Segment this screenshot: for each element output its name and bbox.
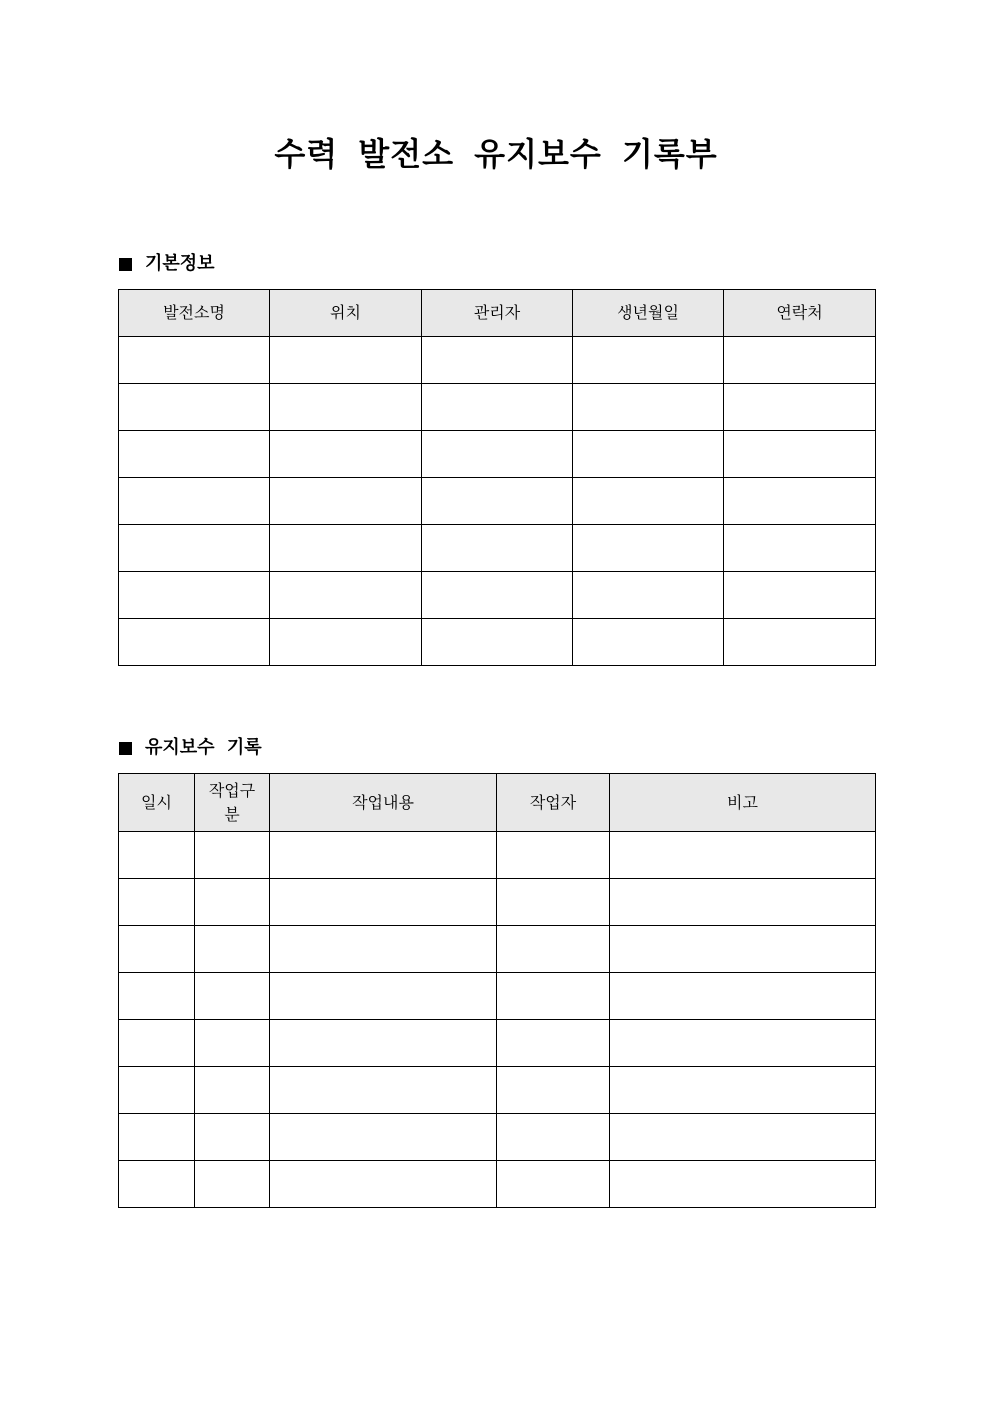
- table-cell[interactable]: [270, 973, 497, 1020]
- column-header-work-type: 작업구분: [195, 774, 270, 832]
- table-cell[interactable]: [270, 384, 422, 431]
- column-header-location: 위치: [270, 290, 422, 337]
- black-square-icon: [119, 258, 132, 271]
- column-header-datetime: 일시: [119, 774, 195, 832]
- table-cell[interactable]: [573, 384, 724, 431]
- table-cell[interactable]: [195, 879, 270, 926]
- table-cell[interactable]: [610, 1114, 876, 1161]
- table-cell[interactable]: [119, 1020, 195, 1067]
- table-cell[interactable]: [119, 1067, 195, 1114]
- table-cell[interactable]: [610, 879, 876, 926]
- table-cell[interactable]: [724, 478, 876, 525]
- table-cell[interactable]: [270, 572, 422, 619]
- table-cell[interactable]: [497, 1067, 610, 1114]
- column-header-contact: 연락처: [724, 290, 876, 337]
- table-cell[interactable]: [119, 572, 270, 619]
- table-header-row: [119, 774, 876, 832]
- table-row: [119, 973, 876, 1020]
- maintenance-record-table: [118, 773, 876, 1208]
- table-cell[interactable]: [610, 1067, 876, 1114]
- table-cell[interactable]: [610, 926, 876, 973]
- table-cell[interactable]: [270, 1020, 497, 1067]
- table-cell[interactable]: [573, 619, 724, 666]
- table-row: [119, 926, 876, 973]
- table-cell[interactable]: [497, 832, 610, 879]
- table-cell[interactable]: [270, 431, 422, 478]
- black-square-icon: [119, 742, 132, 755]
- table-cell[interactable]: [610, 1020, 876, 1067]
- table-row: [119, 619, 876, 666]
- table-cell[interactable]: [422, 337, 573, 384]
- column-header-manager: 관리자: [422, 290, 573, 337]
- table-row: [119, 1114, 876, 1161]
- table-cell[interactable]: [610, 1161, 876, 1208]
- column-header-worker: 작업자: [497, 774, 610, 832]
- table-cell[interactable]: [270, 926, 497, 973]
- basic-info-table: [118, 289, 876, 666]
- table-cell[interactable]: [195, 1114, 270, 1161]
- section-heading-maintenance: [119, 736, 262, 760]
- table-cell[interactable]: [119, 832, 195, 879]
- table-cell[interactable]: [119, 879, 195, 926]
- table-cell[interactable]: [724, 572, 876, 619]
- table-cell[interactable]: [610, 832, 876, 879]
- table-row: [119, 337, 876, 384]
- table-cell[interactable]: [119, 431, 270, 478]
- table-cell[interactable]: [195, 832, 270, 879]
- table-row: [119, 572, 876, 619]
- table-cell[interactable]: [573, 431, 724, 478]
- table-cell[interactable]: [422, 384, 573, 431]
- table-cell[interactable]: [119, 525, 270, 572]
- table-cell[interactable]: [573, 525, 724, 572]
- table-row: [119, 478, 876, 525]
- table-row: [119, 879, 876, 926]
- table-cell[interactable]: [724, 337, 876, 384]
- table-cell[interactable]: [724, 525, 876, 572]
- table-row: [119, 525, 876, 572]
- table-row: [119, 384, 876, 431]
- table-cell[interactable]: [422, 572, 573, 619]
- table-cell[interactable]: [422, 431, 573, 478]
- table-cell[interactable]: [119, 384, 270, 431]
- table-cell[interactable]: [497, 926, 610, 973]
- table-cell[interactable]: [195, 1161, 270, 1208]
- table-cell[interactable]: [573, 478, 724, 525]
- table-cell[interactable]: [119, 1114, 195, 1161]
- table-row: [119, 832, 876, 879]
- table-cell[interactable]: [270, 619, 422, 666]
- table-cell[interactable]: [119, 619, 270, 666]
- table-cell[interactable]: [195, 973, 270, 1020]
- table-row: [119, 1161, 876, 1208]
- table-cell[interactable]: [497, 1020, 610, 1067]
- table-cell[interactable]: [270, 337, 422, 384]
- table-cell[interactable]: [610, 973, 876, 1020]
- column-header-work-content: 작업내용: [270, 774, 497, 832]
- table-cell[interactable]: [270, 832, 497, 879]
- section-heading-label: 유지보수 기록: [145, 737, 262, 758]
- table-cell[interactable]: [422, 525, 573, 572]
- table-row: [119, 431, 876, 478]
- table-row: [119, 1020, 876, 1067]
- column-header-birthdate: 생년월일: [573, 290, 724, 337]
- table-cell[interactable]: [119, 926, 195, 973]
- table-cell[interactable]: [195, 926, 270, 973]
- column-header-remarks: 비고: [610, 774, 876, 832]
- table-cell[interactable]: [422, 478, 573, 525]
- table-cell[interactable]: [119, 1161, 195, 1208]
- page-title: 수력 발전소 유지보수 기록부: [274, 135, 718, 173]
- section-heading-label: 기본정보: [145, 253, 215, 274]
- table-cell[interactable]: [270, 1067, 497, 1114]
- table-cell[interactable]: [119, 478, 270, 525]
- table-cell[interactable]: [270, 1161, 497, 1208]
- table-cell[interactable]: [724, 431, 876, 478]
- table-cell[interactable]: [497, 1114, 610, 1161]
- table-cell[interactable]: [270, 1114, 497, 1161]
- table-cell[interactable]: [270, 478, 422, 525]
- table-cell[interactable]: [195, 1020, 270, 1067]
- table-cell[interactable]: [497, 879, 610, 926]
- table-cell[interactable]: [573, 337, 724, 384]
- table-cell[interactable]: [270, 879, 497, 926]
- table-cell[interactable]: [422, 619, 573, 666]
- column-header-plant-name: 발전소명: [119, 290, 270, 337]
- table-row: [119, 1067, 876, 1114]
- table-cell[interactable]: [270, 525, 422, 572]
- table-cell[interactable]: [497, 1161, 610, 1208]
- table-cell[interactable]: [119, 973, 195, 1020]
- section-heading-basic-info: [119, 252, 215, 276]
- table-header-row: [119, 290, 876, 337]
- table-cell[interactable]: [724, 619, 876, 666]
- table-cell[interactable]: [119, 337, 270, 384]
- table-cell[interactable]: [195, 1067, 270, 1114]
- table-cell[interactable]: [724, 384, 876, 431]
- table-cell[interactable]: [573, 572, 724, 619]
- table-cell[interactable]: [497, 973, 610, 1020]
